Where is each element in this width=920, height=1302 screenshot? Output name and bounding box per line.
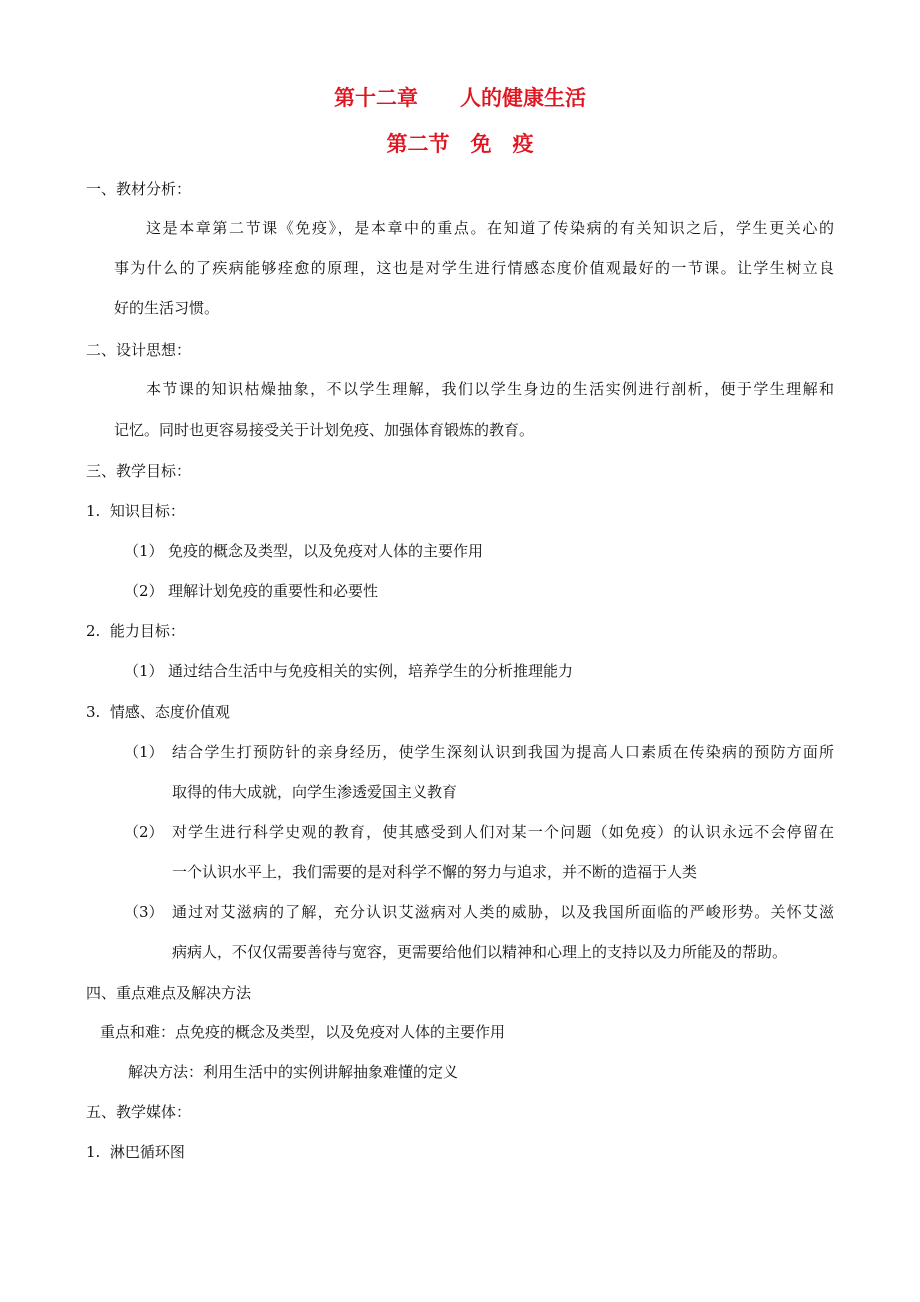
heading-key-points: 四、重点难点及解决方法	[86, 984, 252, 1002]
list-item-text: 通过结合生活中与免疫相关的实例，培养学生的分析推理能力	[168, 662, 574, 680]
paragraph-line: 事为什么的了疾病能够痊愈的原理，这也是对学生进行情感态度价值观最好的一节课。让学生树立良	[114, 259, 834, 277]
subheading-knowledge-goals: 1. 知识目标：	[86, 502, 185, 520]
list-item-text: 取得的伟大成就，向学生渗透爱国主义教育	[172, 783, 458, 801]
list-item	[124, 580, 378, 602]
heading-teaching-media: 五、教学媒体：	[86, 1103, 192, 1121]
paragraph-line: 记忆。同时也更容易接受关于计划免疫、加强体育锻炼的教育。	[114, 421, 535, 439]
subheading-ability-goals: 2. 能力目标：	[86, 622, 185, 640]
list-item-number: （2）	[124, 582, 164, 600]
list-item-number: （3）	[124, 903, 164, 921]
list-item-text: 病病人，不仅仅需要善待与宽容，更需要给他们以精神和心理上的支持以及力所能及的帮助。	[172, 943, 788, 961]
solution-method-text: 解决方法：利用生活中的实例讲解抽象难懂的定义	[128, 1063, 459, 1081]
list-item-number: （2）	[124, 823, 164, 841]
subheading-emotion-goals: 3. 情感、态度价值观	[86, 703, 230, 721]
media-item: 1. 淋巴循环图	[86, 1143, 185, 1161]
section-title: 第二节 免 疫	[386, 131, 534, 156]
list-item	[124, 540, 483, 562]
list-item	[124, 660, 573, 682]
heading-teaching-goals: 三、教学目标：	[86, 462, 192, 480]
chapter-title: 第十二章 人的健康生活	[334, 85, 586, 110]
heading-textbook-analysis: 一、教材分析：	[86, 180, 192, 198]
list-item-text: 理解计划免疫的重要性和必要性	[168, 582, 379, 600]
list-item-number: （1）	[124, 542, 164, 560]
list-item-text: 对学生进行科学史观的教育，使其感受到人们对某一个问题（如免疫）的认识永远不会停留在	[172, 823, 834, 841]
paragraph-line: 本节课的知识枯燥抽象，不以学生理解，我们以学生身边的生活实例进行剖析，便于学生理解和	[146, 380, 834, 398]
list-item-text: 结合学生打预防针的亲身经历，使学生深刻认识到我国为提高人口素质在传染病的预防方面所	[172, 743, 834, 761]
key-difficulty-text: 重点和难：点免疫的概念及类型，以及免疫对人体的主要作用	[100, 1023, 506, 1041]
list-item-number: （1）	[124, 662, 164, 680]
paragraph-line: 这是本章第二节课《免疫》，是本章中的重点。在知道了传染病的有关知识之后，学生更关心的	[146, 219, 834, 237]
list-item-text: 通过对艾滋病的了解，充分认识艾滋病对人类的威胁，以及我国所面临的严峻形势。关怀艾滋	[172, 903, 834, 921]
heading-design-idea: 二、设计思想：	[86, 341, 192, 359]
paragraph-line: 好的生活习惯。	[114, 299, 220, 317]
list-item-text: 免疫的概念及类型，以及免疫对人体的主要作用	[168, 542, 484, 560]
list-item-text: 一个认识水平上，我们需要的是对科学不懈的努力与追求，并不断的造福于人类	[172, 863, 698, 881]
list-item-number: （1）	[124, 743, 164, 761]
